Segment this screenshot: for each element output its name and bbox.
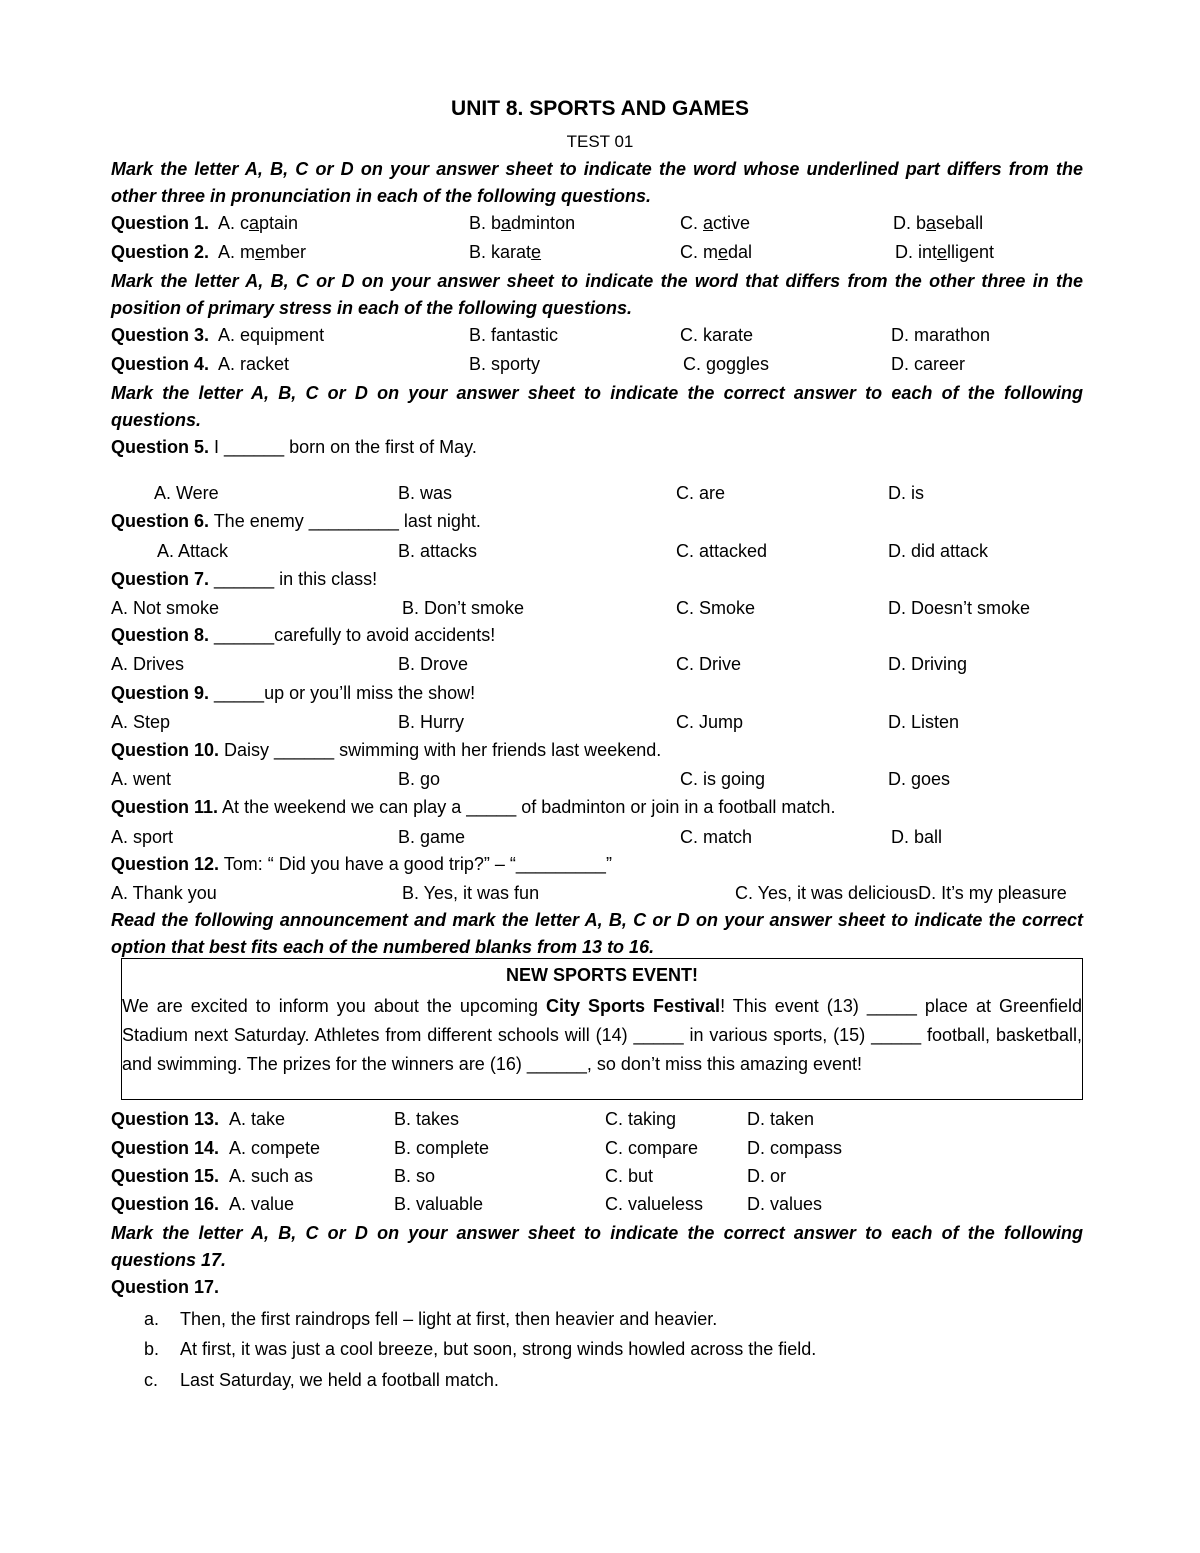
question-14-option-d: D. compass	[747, 1138, 843, 1158]
question-14-option-b: B. complete	[394, 1138, 490, 1158]
question-13-option-b: B. takes	[394, 1109, 460, 1129]
question-5-option-d: D. is	[888, 483, 924, 503]
question-4-option-c: C. goggles	[683, 354, 770, 374]
question-3-option-d: D. marathon	[891, 325, 991, 345]
question-14-label: Question 14.	[111, 1138, 220, 1158]
question-10-option-d: D. goes	[888, 769, 951, 789]
question-11-option-b: B. game	[398, 827, 466, 847]
question-1-label: Question 1.	[111, 213, 210, 233]
question-17-item-c: c. Last Saturday, we held a football match.	[144, 1370, 499, 1390]
question-4-option-b: B. sporty	[469, 354, 541, 374]
question-14-option-a: A. compete	[229, 1138, 321, 1158]
question-12-option-cd: C. Yes, it was deliciousD. It’s my pleasure	[735, 883, 1067, 903]
section-2-instruction: Mark the letter A, B, C or D on your answer sheet to indicate the word that differs from the other three in the position of primary stress in each of the following questions.	[111, 271, 1083, 318]
question-7-option-b: B. Don’t smoke	[402, 598, 525, 618]
question-8-option-c: C. Drive	[676, 654, 742, 674]
question-2-option-a: A. member	[218, 242, 307, 262]
question-5-option-a: A. Were	[154, 483, 219, 503]
question-3-option-c: C. karate	[680, 325, 754, 345]
question-5-option-b: B. was	[398, 483, 453, 503]
question-4-label: Question 4.	[111, 354, 210, 374]
question-15-option-d: D. or	[747, 1166, 787, 1186]
question-9-option-a: A. Step	[111, 712, 171, 732]
question-3-option-a: A. equipment	[218, 325, 325, 345]
page-title: UNIT 8. SPORTS AND GAMES	[451, 97, 749, 120]
question-11-option-c: C. match	[680, 827, 753, 847]
section-5-instruction: Mark the letter A, B, C or D on your answer sheet to indicate the correct answer to each of the following questions 17.	[111, 1223, 1083, 1270]
question-12-option-a: A. Thank you	[111, 883, 217, 903]
question-6-option-a: A. Attack	[157, 541, 229, 561]
question-9-stem: Question 9. _____up or you’ll miss the show!	[111, 683, 476, 703]
question-16-option-b: B. valuable	[394, 1194, 484, 1214]
question-12-stem: Question 12. Tom: “ Did you have a good trip?” – “_________”	[111, 854, 612, 874]
question-15-option-c: C. but	[605, 1166, 654, 1186]
question-16-option-c: C. valueless	[605, 1194, 704, 1214]
section-4-instruction: Read the following announcement and mark the letter A, B, C or D on your answer sheet to indicate the correct option that best fits each of the numbered blanks from 13 to 16.	[111, 910, 1083, 957]
question-8-option-b: B. Drove	[398, 654, 469, 674]
section-3-instruction: Mark the letter A, B, C or D on your answer sheet to indicate the correct answer to each of the following questions.	[111, 383, 1083, 430]
question-7-option-c: C. Smoke	[676, 598, 756, 618]
event-name: City Sports Festival	[545, 996, 721, 1016]
announcement-title: NEW SPORTS EVENT!	[505, 965, 698, 985]
question-15-label: Question 15.	[111, 1166, 220, 1186]
question-6-option-b: B. attacks	[398, 541, 478, 561]
question-5-option-c: C. are	[676, 483, 726, 503]
question-15-option-b: B. so	[394, 1166, 436, 1186]
question-2-label: Question 2.	[111, 242, 210, 262]
question-9-option-c: C. Jump	[676, 712, 744, 732]
question-15-option-a: A. such as	[229, 1166, 314, 1186]
question-1-option-b: B. badminton	[469, 213, 576, 233]
question-6-option-c: C. attacked	[676, 541, 768, 561]
announcement-text: We are excited to inform you about the upcoming City Sports Festival! This event (13) _____ place at Greenfield Stadium next Saturday. Athletes from different schools will (14) _____ in various sports, (15) _____ football, basketball, and swimming. The prizes for the winners are (16) ______, so don’t miss this amazing event!	[122, 996, 1083, 1074]
question-9-option-b: B. Hurry	[398, 712, 465, 732]
question-14-option-c: C. compare	[605, 1138, 699, 1158]
question-6-option-d: D. did attack	[888, 541, 989, 561]
question-10-option-a: A. went	[111, 769, 172, 789]
question-1-option-a: A. captain	[218, 213, 299, 233]
question-16-option-a: A. value	[229, 1194, 295, 1214]
question-1-option-d: D. baseball	[893, 213, 984, 233]
question-13-option-a: A. take	[229, 1109, 286, 1129]
question-11-option-d: D. ball	[891, 827, 943, 847]
question-7-stem: Question 7. ______ in this class!	[111, 569, 378, 589]
question-2-option-b: B. karate	[469, 242, 542, 262]
question-7-option-a: A. Not smoke	[111, 598, 220, 618]
announcement-box	[121, 958, 1083, 1100]
question-10-option-c: C. is going	[680, 769, 766, 789]
question-6-stem: Question 6. The enemy _________ last night.	[111, 511, 481, 531]
section-1-instruction: Mark the letter A, B, C or D on your answer sheet to indicate the word whose underlined part differs from the other three in pronunciation in each of the following questions.	[111, 159, 1083, 206]
question-5-stem: Question 5. I ______ born on the first of May.	[111, 437, 477, 457]
question-4-option-d: D. career	[891, 354, 966, 374]
question-4-option-a: A. racket	[218, 354, 290, 374]
question-17-item-b: b. At first, it was just a cool breeze, but soon, strong winds howled across the field.	[144, 1339, 817, 1359]
question-8-option-a: A. Drives	[111, 654, 185, 674]
question-11-stem: Question 11. At the weekend we can play a _____ of badminton or join in a football match.	[111, 797, 836, 817]
question-1-option-c: C. active	[680, 213, 751, 233]
question-2-option-c: C. medal	[680, 242, 753, 262]
question-7-option-d: D. Doesn’t smoke	[888, 598, 1031, 618]
question-10-stem: Question 10. Daisy ______ swimming with her friends last weekend.	[111, 740, 662, 760]
question-17-item-a: a. Then, the first raindrops fell – light at first, then heavier and heavier.	[144, 1309, 718, 1329]
question-17-label: Question 17.	[111, 1277, 220, 1297]
question-16-label: Question 16.	[111, 1194, 220, 1214]
question-13-option-c: C. taking	[605, 1109, 677, 1129]
question-12-option-b: B. Yes, it was fun	[402, 883, 540, 903]
question-8-option-d: D. Driving	[888, 654, 968, 674]
page-subtitle: TEST 01	[566, 132, 634, 151]
question-2-option-d: D. intelligent	[895, 242, 995, 262]
question-3-label: Question 3.	[111, 325, 210, 345]
question-9-option-d: D. Listen	[888, 712, 960, 732]
question-3-option-b: B. fantastic	[469, 325, 559, 345]
question-8-stem: Question 8. ______carefully to avoid accidents!	[111, 625, 496, 645]
question-10-option-b: B. go	[398, 769, 441, 789]
question-16-option-d: D. values	[747, 1194, 823, 1214]
question-13-label: Question 13.	[111, 1109, 220, 1129]
question-11-option-a: A. sport	[111, 827, 174, 847]
question-13-option-d: D. taken	[747, 1109, 815, 1129]
